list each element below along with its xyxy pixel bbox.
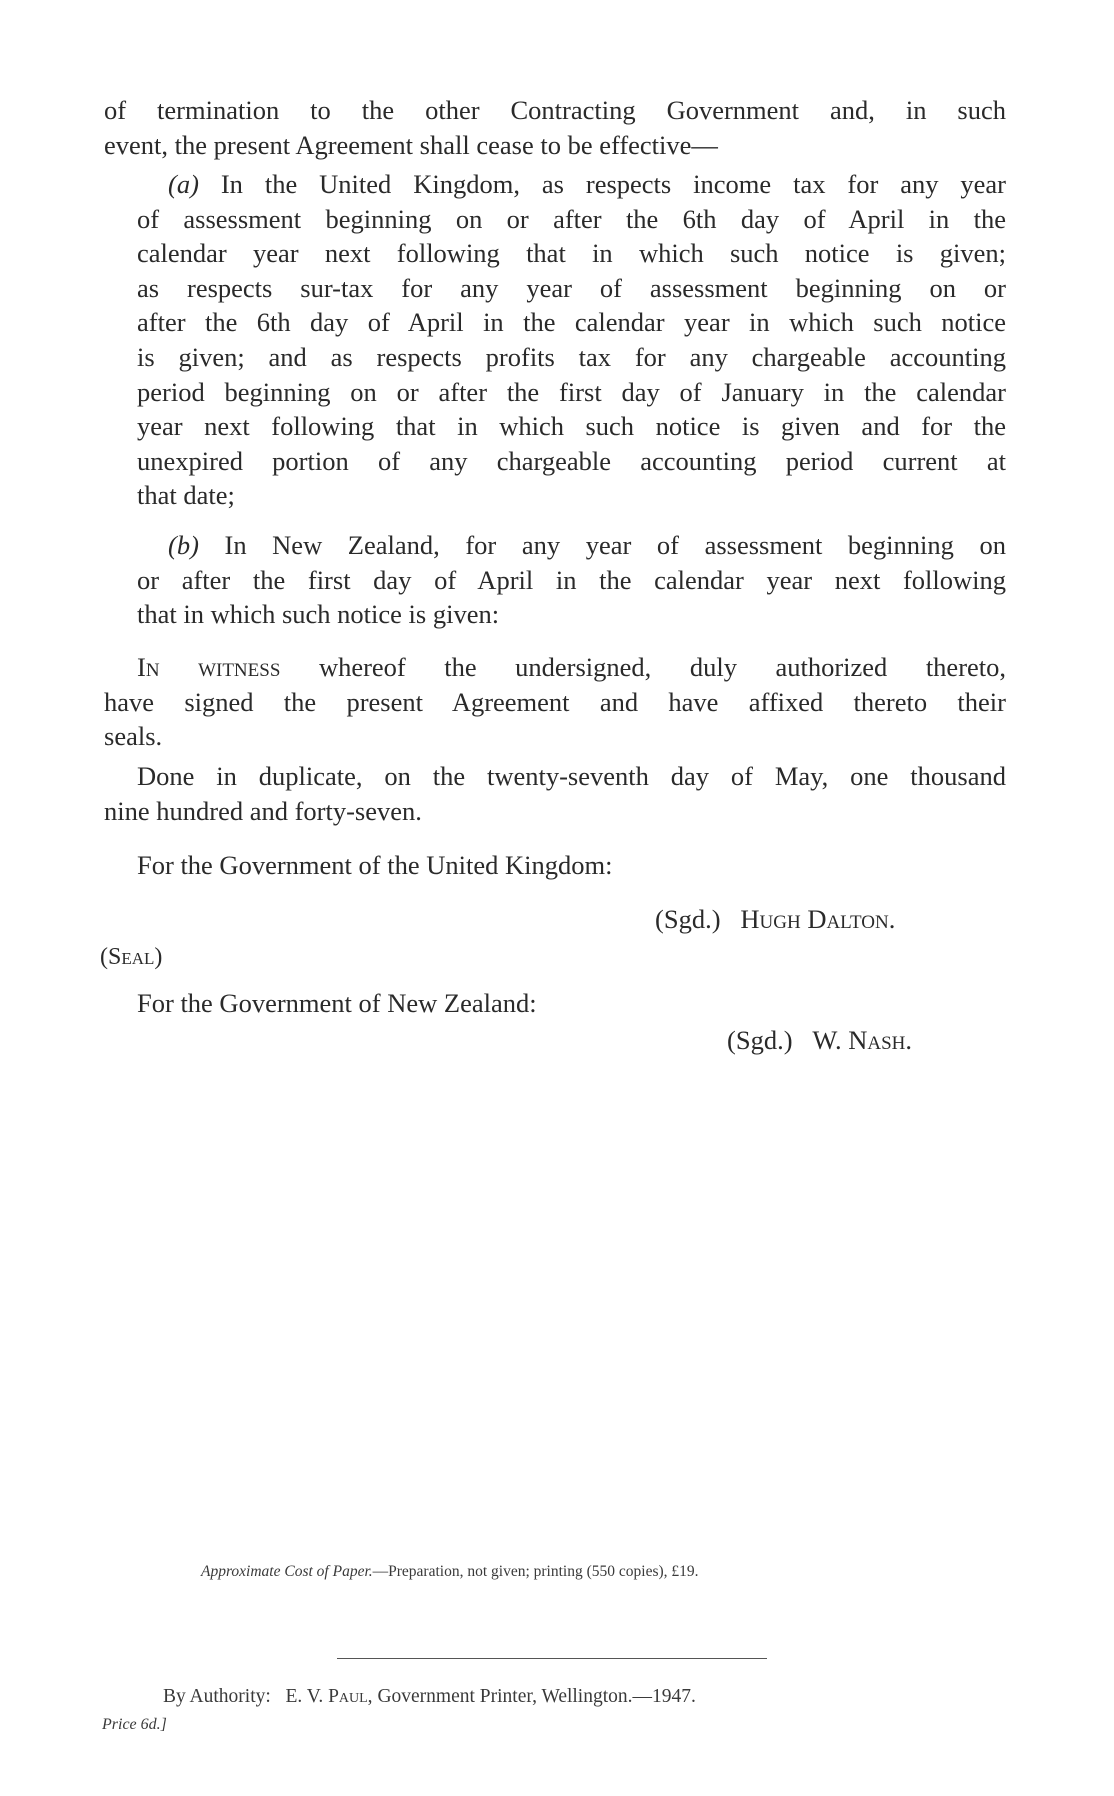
- text-line: period beginning on or after the first day of January in the calendar: [137, 376, 1006, 407]
- imprint-rest: Government Printer, Wellington.—1947.: [377, 1686, 696, 1707]
- text-line: that date;: [137, 480, 235, 511]
- clause-text: In New Zealand, for any year of assessment beginning on: [224, 530, 1006, 560]
- text-line: or after the first day of April in the calendar year next following: [137, 564, 1006, 595]
- clause-a: [137, 167, 1006, 513]
- imprint: [163, 1686, 696, 1708]
- cost-label: Approximate Cost of Paper.: [201, 1563, 373, 1580]
- text-line: nine hundred and forty-seven.: [104, 795, 422, 826]
- opening-paragraph: [104, 93, 1006, 162]
- nz-signatory: W. Nash.: [812, 1025, 912, 1055]
- uk-signature: [655, 902, 895, 936]
- text-line: calendar year next following that in which such notice is given;: [137, 238, 1006, 269]
- witness-text: whereof the undersigned, duly authorized thereto,: [318, 652, 1007, 682]
- cost-note: [201, 1563, 699, 1581]
- text-line: as respects sur-tax for any year of assessment beginning on or: [137, 272, 1006, 303]
- clause-text: In the United Kingdom, as respects income tax for any year: [220, 169, 1007, 199]
- text-line: after the 6th day of April in the calendar year in which such notice: [137, 307, 1006, 338]
- text-line: [104, 759, 1006, 794]
- witness-paragraph: [104, 650, 1006, 754]
- clause-b: [137, 528, 1006, 632]
- text-line: seals.: [104, 721, 163, 752]
- text-line: that in which such notice is given:: [137, 599, 500, 630]
- signed-marker: (Sgd.): [727, 1025, 793, 1055]
- imprint-prefix: By Authority:: [163, 1686, 271, 1707]
- clause-marker: (a): [168, 169, 199, 199]
- witness-lead: In witness: [137, 652, 281, 682]
- done-text: Done in duplicate, on the twenty-seventh day of May, one thousand: [137, 761, 1006, 791]
- signed-marker: (Sgd.): [655, 904, 721, 934]
- uk-government-heading: For the Government of the United Kingdom:: [137, 850, 613, 880]
- cost-text: —Preparation, not given; printing (550 copies), £19.: [372, 1563, 699, 1580]
- uk-signatory: Hugh Dalton.: [740, 904, 896, 934]
- text-line: [104, 650, 1006, 685]
- text-line: event, the present Agreement shall cease to be effective—: [104, 129, 718, 160]
- text-line: [137, 167, 1006, 202]
- done-paragraph: [104, 759, 1006, 828]
- text-line: year next following that in which such notice is given and for the: [137, 411, 1006, 442]
- text-line: of assessment beginning on or after the 6th day of April in the: [137, 203, 1006, 234]
- seal-label: (Seal): [100, 944, 163, 970]
- printer-name: E. V. Paul,: [285, 1686, 373, 1707]
- nz-government-heading: For the Government of New Zealand:: [137, 988, 537, 1018]
- nz-signature: [727, 1023, 912, 1057]
- text-line: is given; and as respects profits tax for any chargeable accounting: [137, 341, 1006, 372]
- text-line: of termination to the other Contracting Government and, in such: [104, 95, 1006, 125]
- price-note: Price 6d.]: [102, 1716, 167, 1733]
- divider-rule: [337, 1658, 767, 1659]
- clause-marker: (b): [168, 530, 199, 560]
- text-line: unexpired portion of any chargeable accounting period current at: [137, 445, 1006, 476]
- text-line: have signed the present Agreement and have affixed thereto their: [104, 686, 1006, 717]
- text-line: [137, 528, 1006, 563]
